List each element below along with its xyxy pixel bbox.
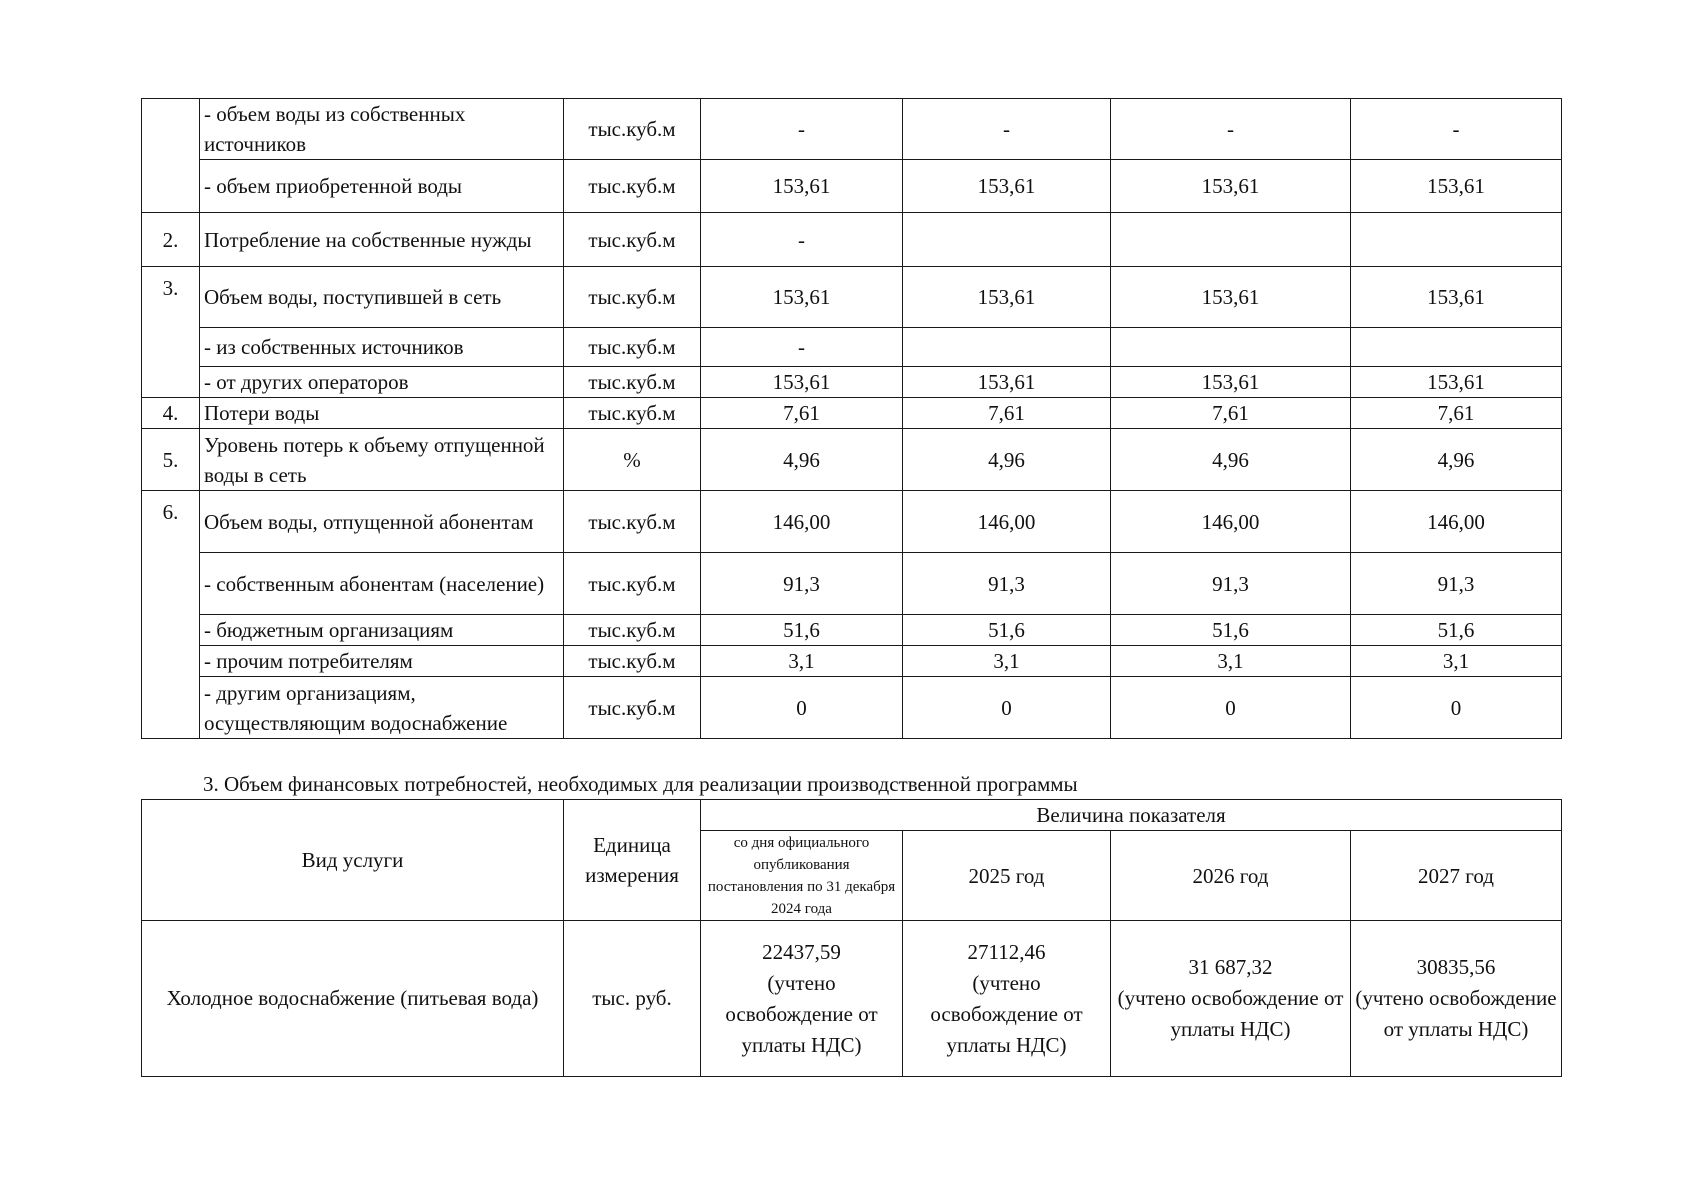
value-cell xyxy=(1111,213,1351,267)
unit-cell: тыс.куб.м xyxy=(564,328,701,367)
value-cell xyxy=(701,921,903,1077)
value-cell: - xyxy=(903,99,1111,160)
indicator-name: - собственным абонентам (население) xyxy=(200,553,564,615)
value-cell: 51,6 xyxy=(1351,615,1562,646)
value-cell: 3,1 xyxy=(903,646,1111,677)
header-unit: Единица измерения xyxy=(564,800,701,921)
row-number-cell xyxy=(142,99,200,213)
table-row xyxy=(142,328,1562,367)
table-row xyxy=(142,677,1562,739)
value-cell: 3,1 xyxy=(1351,646,1562,677)
table-row xyxy=(142,367,1562,398)
unit-cell: тыс.куб.м xyxy=(564,99,701,160)
row-number-cell: 2. xyxy=(142,213,200,267)
indicator-name: - объем приобретенной воды xyxy=(200,160,564,213)
unit-cell: тыс. руб. xyxy=(564,921,701,1077)
header-value-group: Величина показателя xyxy=(701,800,1562,831)
table-row xyxy=(142,553,1562,615)
section-title: 3. Объем финансовых потребностей, необходимых для реализации производственной программы xyxy=(203,772,1078,796)
header-period-2026: 2026 год xyxy=(1111,831,1351,921)
vat-note: (учтено освобождение от уплаты НДС) xyxy=(1355,986,1557,1041)
value-cell: 3,1 xyxy=(701,646,903,677)
value-cell: - xyxy=(701,99,903,160)
indicator-name: Объем воды, поступившей в сеть xyxy=(200,267,564,328)
amount: 27112,46 xyxy=(967,939,1046,964)
value-cell: 4,96 xyxy=(1351,429,1562,491)
value-cell: - xyxy=(701,328,903,367)
table-row xyxy=(142,213,1562,267)
indicator-name: Потери воды xyxy=(200,398,564,429)
value-cell: 153,61 xyxy=(1351,160,1562,213)
value-cell: 3,1 xyxy=(1111,646,1351,677)
indicator-name: Уровень потерь к объему отпущенной воды в сеть xyxy=(200,429,564,491)
table-row xyxy=(142,429,1562,491)
table-row xyxy=(142,615,1562,646)
value-cell: 153,61 xyxy=(1351,367,1562,398)
indicator-name: - бюджетным организациям xyxy=(200,615,564,646)
unit-cell: тыс.куб.м xyxy=(564,615,701,646)
unit-cell: тыс.куб.м xyxy=(564,553,701,615)
value-cell: 146,00 xyxy=(1111,491,1351,553)
value-cell: 91,3 xyxy=(903,553,1111,615)
unit-cell: тыс.куб.м xyxy=(564,491,701,553)
table-row xyxy=(142,646,1562,677)
vat-note: (учтено освобождение от уплаты НДС) xyxy=(1117,986,1344,1041)
indicator-name: - от других операторов xyxy=(200,367,564,398)
unit-cell: тыс.куб.м xyxy=(564,160,701,213)
value-cell: 0 xyxy=(1111,677,1351,739)
header-service: Вид услуги xyxy=(142,800,564,921)
value-cell xyxy=(903,328,1111,367)
unit-cell: тыс.куб.м xyxy=(564,213,701,267)
value-cell: 153,61 xyxy=(701,160,903,213)
unit-cell: % xyxy=(564,429,701,491)
value-cell: 153,61 xyxy=(701,267,903,328)
value-cell: 4,96 xyxy=(701,429,903,491)
value-cell xyxy=(1111,328,1351,367)
value-cell: 146,00 xyxy=(903,491,1111,553)
row-number-cell: 3. xyxy=(142,267,200,398)
vat-note: (учтено освобождение от уплаты НДС) xyxy=(725,970,878,1057)
value-cell: 153,61 xyxy=(903,160,1111,213)
value-cell: 153,61 xyxy=(903,267,1111,328)
value-cell: 153,61 xyxy=(701,367,903,398)
value-cell: 153,61 xyxy=(1111,367,1351,398)
value-cell: 0 xyxy=(701,677,903,739)
value-cell: 153,61 xyxy=(903,367,1111,398)
value-cell: 0 xyxy=(903,677,1111,739)
value-cell: 51,6 xyxy=(1111,615,1351,646)
header-period-2027: 2027 год xyxy=(1351,831,1562,921)
value-cell xyxy=(903,213,1111,267)
header-row xyxy=(142,800,1562,831)
value-cell: 153,61 xyxy=(1111,160,1351,213)
table-row xyxy=(142,491,1562,553)
row-number-cell: 4. xyxy=(142,398,200,429)
amount: 22437,59 xyxy=(762,939,841,964)
indicator-name: - из собственных источников xyxy=(200,328,564,367)
value-cell: 7,61 xyxy=(903,398,1111,429)
table-row xyxy=(142,160,1562,213)
row-number-cell: 5. xyxy=(142,429,200,491)
header-period-2025: 2025 год xyxy=(903,831,1111,921)
value-cell: 91,3 xyxy=(701,553,903,615)
value-cell: 7,61 xyxy=(1351,398,1562,429)
value-cell xyxy=(1351,328,1562,367)
value-cell: - xyxy=(701,213,903,267)
value-cell: - xyxy=(1111,99,1351,160)
value-cell: 4,96 xyxy=(1111,429,1351,491)
indicator-name: - прочим потребителям xyxy=(200,646,564,677)
amount: 30835,56 xyxy=(1416,955,1496,979)
value-cell: 0 xyxy=(1351,677,1562,739)
table-row xyxy=(142,398,1562,429)
unit-cell: тыс.куб.м xyxy=(564,398,701,429)
indicator-name: - объем воды из собственных источников xyxy=(200,99,564,160)
unit-cell: тыс.куб.м xyxy=(564,367,701,398)
row-number-cell: 6. xyxy=(142,491,200,739)
value-cell: 153,61 xyxy=(1111,267,1351,328)
amount: 31 687,32 xyxy=(1188,955,1273,979)
value-cell xyxy=(1351,213,1562,267)
value-cell: 153,61 xyxy=(1351,267,1562,328)
header-period-2024: со дня официального опубликования постановления по 31 декабря 2024 года xyxy=(701,831,903,921)
unit-cell: тыс.куб.м xyxy=(564,646,701,677)
value-cell xyxy=(903,921,1111,1077)
value-cell: 146,00 xyxy=(1351,491,1562,553)
value-cell xyxy=(1111,921,1351,1077)
value-cell: 146,00 xyxy=(701,491,903,553)
indicator-name: - другим организациям, осуществляющим водоснабжение xyxy=(200,677,564,739)
service-name: Холодное водоснабжение (питьевая вода) xyxy=(142,921,564,1077)
vat-note: (учтено освобождение от уплаты НДС) xyxy=(930,970,1083,1057)
unit-cell: тыс.куб.м xyxy=(564,677,701,739)
value-cell xyxy=(1351,921,1562,1077)
table-row xyxy=(142,99,1562,160)
indicator-name: Объем воды, отпущенной абонентам xyxy=(200,491,564,553)
value-cell: - xyxy=(1351,99,1562,160)
unit-cell: тыс.куб.м xyxy=(564,267,701,328)
value-cell: 91,3 xyxy=(1111,553,1351,615)
table-row xyxy=(142,267,1562,328)
value-cell: 7,61 xyxy=(701,398,903,429)
table-row xyxy=(142,921,1562,1077)
financial-needs-table xyxy=(141,799,1562,1077)
value-cell: 91,3 xyxy=(1351,553,1562,615)
indicator-name: Потребление на собственные нужды xyxy=(200,213,564,267)
production-indicators-table xyxy=(141,98,1562,739)
value-cell: 4,96 xyxy=(903,429,1111,491)
value-cell: 51,6 xyxy=(903,615,1111,646)
value-cell: 51,6 xyxy=(701,615,903,646)
value-cell: 7,61 xyxy=(1111,398,1351,429)
